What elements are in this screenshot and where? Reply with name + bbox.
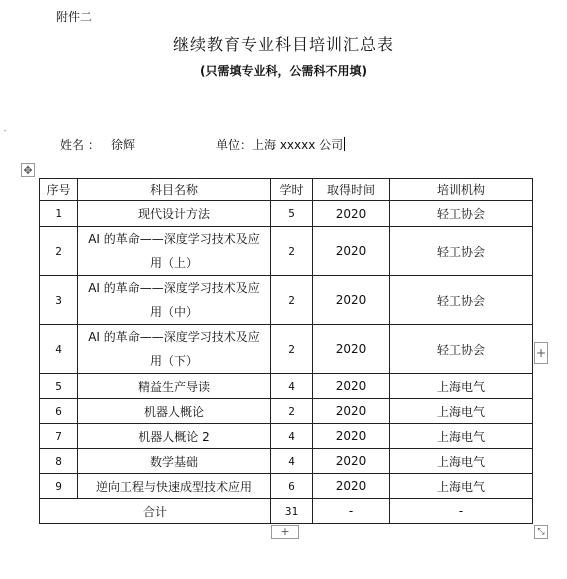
row-course-name: 逆向工程与快速成型技术应用 (78, 474, 271, 499)
row-hours: 5 (271, 201, 313, 227)
row-organization: 上海电气 (390, 474, 533, 499)
row-no: 6 (40, 399, 78, 424)
total-organization: - (390, 499, 533, 524)
header-hours: 学时 (271, 179, 313, 201)
row-hours: 2 (271, 325, 313, 374)
row-hours: 2 (271, 399, 313, 424)
row-organization: 上海电气 (390, 374, 533, 399)
course-name-line-2: 用（上） (149, 256, 198, 270)
table-total-row (40, 499, 533, 524)
name-value: 徐辉 (111, 138, 136, 152)
table-row (40, 374, 533, 399)
row-course-name: 现代设计方法 (78, 201, 271, 227)
row-year: 2020 (313, 399, 390, 424)
add-column-icon[interactable]: + (534, 342, 548, 364)
course-name-line-2: 用（中） (149, 305, 198, 319)
training-summary-table (39, 178, 533, 524)
text-cursor (344, 137, 345, 151)
row-no: 5 (40, 374, 78, 399)
course-name-line-1: AI 的革命——深度学习技术及应 (88, 281, 260, 295)
row-year: 2020 (313, 276, 390, 325)
add-row-icon[interactable]: + (271, 525, 299, 539)
table-move-handle-icon[interactable]: ✥ (21, 163, 35, 177)
table-resize-icon[interactable]: ⤡ (534, 525, 548, 539)
row-year: 2020 (313, 325, 390, 374)
row-organization: 轻工协会 (390, 227, 533, 276)
row-hours: 4 (271, 374, 313, 399)
row-no: 7 (40, 424, 78, 449)
header-organization: 培训机构 (390, 179, 533, 201)
row-hours: 6 (271, 474, 313, 499)
table-row (40, 227, 533, 276)
row-no: 1 (40, 201, 78, 227)
total-year: - (313, 499, 390, 524)
unit-label: 单位：上海 xxxxx 公司 (216, 138, 344, 152)
row-no: 9 (40, 474, 78, 499)
attachment-label: 附件二 (56, 10, 93, 24)
course-name-line-2: 用（下） (149, 354, 198, 368)
row-organization: 轻工协会 (390, 325, 533, 374)
row-course-name (78, 227, 271, 276)
table-row (40, 449, 533, 474)
row-year: 2020 (313, 424, 390, 449)
name-label: 姓名 ： (60, 138, 100, 152)
header-year: 取得时间 (313, 179, 390, 201)
row-year: 2020 (313, 201, 390, 227)
row-hours: 4 (271, 424, 313, 449)
table-row (40, 474, 533, 499)
row-year: 2020 (313, 374, 390, 399)
row-hours: 2 (271, 276, 313, 325)
row-course-name (78, 325, 271, 374)
total-hours: 31 (271, 499, 313, 524)
table-row (40, 201, 533, 227)
row-organization: 轻工协会 (390, 276, 533, 325)
row-no: 8 (40, 449, 78, 474)
unit-field[interactable] (216, 136, 345, 153)
course-name-line-1: AI 的革命——深度学习技术及应 (88, 330, 260, 344)
row-no: 4 (40, 325, 78, 374)
course-name-line-1: AI 的革命——深度学习技术及应 (88, 232, 260, 246)
row-no: 3 (40, 276, 78, 325)
row-organization: 轻工协会 (390, 201, 533, 227)
collapse-caret-icon: ˇ (3, 130, 8, 140)
row-year: 2020 (313, 449, 390, 474)
row-course-name: 精益生产导读 (78, 374, 271, 399)
header-course-name: 科目名称 (78, 179, 271, 201)
row-course-name: 机器人概论 2 (78, 424, 271, 449)
row-year: 2020 (313, 474, 390, 499)
row-organization: 上海电气 (390, 449, 533, 474)
page-subtitle: (只需填专业科，公需科不用填) (200, 64, 367, 78)
row-organization: 上海电气 (390, 399, 533, 424)
table-row (40, 276, 533, 325)
row-course-name (78, 276, 271, 325)
table-row (40, 325, 533, 374)
table-row (40, 399, 533, 424)
total-label: 合计 (40, 499, 271, 524)
table-row (40, 424, 533, 449)
row-course-name: 机器人概论 (78, 399, 271, 424)
row-organization: 上海电气 (390, 424, 533, 449)
header-no: 序号 (40, 179, 78, 201)
row-course-name: 数学基础 (78, 449, 271, 474)
table-header-row (40, 179, 533, 201)
row-year: 2020 (313, 227, 390, 276)
row-hours: 2 (271, 227, 313, 276)
row-hours: 4 (271, 449, 313, 474)
row-no: 2 (40, 227, 78, 276)
page-title: 继续教育专业科目培训汇总表 (172, 35, 394, 54)
